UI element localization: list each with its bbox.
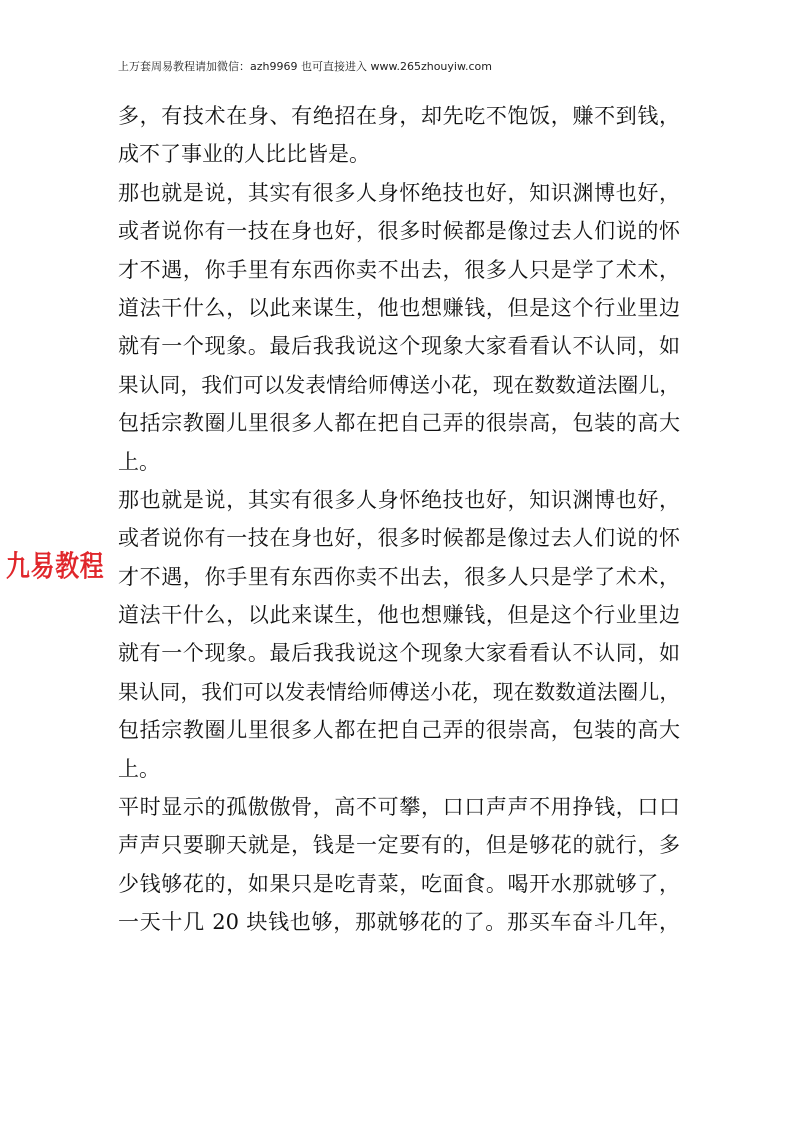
text-line: 上。 xyxy=(118,449,160,474)
text-line: 就有一个现象。最后我我说这个现象大家看看认不认同，如 xyxy=(118,334,680,359)
text-line: 或者说你有一技在身也好，很多时候都是像过去人们说的怀 xyxy=(118,219,680,244)
text-line: 或者说你有一技在身也好，很多时候都是像过去人们说的怀 xyxy=(118,526,680,551)
text-line: 就有一个现象。最后我我说这个现象大家看看认不认同，如 xyxy=(118,641,680,666)
text-line: 果认同，我们可以发表情给师傅送小花，现在数数道法圈儿， xyxy=(118,372,680,397)
text-line: 道法干什么，以此来谋生，他也想赚钱，但是这个行业里边 xyxy=(118,603,680,628)
watermark-logo: 九易教程 xyxy=(6,549,105,583)
text-line: 上。 xyxy=(118,756,160,781)
text-line: 才不遇，你手里有东西你卖不出去，很多人只是学了术术， xyxy=(118,564,680,589)
text-line: 声声只要聊天就是，钱是一定要有的，但是够花的就行，多 xyxy=(118,833,680,858)
text-line: 果认同，我们可以发表情给师傅送小花，现在数数道法圈儿， xyxy=(118,679,680,704)
text-line: 那也就是说，其实有很多人身怀绝技也好，知识渊博也好， xyxy=(118,487,680,512)
text-line: 多，有技术在身、有绝招在身，却先吃不饱饭，赚不到钱， xyxy=(118,104,680,128)
text-line: 少钱够花的，如果只是吃青菜，吃面食。喝开水那就够了， xyxy=(118,871,680,896)
text-line: 一天十几 20 块钱也够，那就够花的了。那买车奋斗几年， xyxy=(118,910,680,935)
text-line: 包括宗教圈儿里很多人都在把自己弄的很崇高，包装的高大 xyxy=(118,411,680,436)
text-line: 成不了事业的人比比皆是。 xyxy=(118,142,370,167)
text-line: 道法干什么，以此来谋生，他也想赚钱，但是这个行业里边 xyxy=(118,295,680,320)
text-line: 平时显示的孤傲傲骨，高不可攀，口口声声不用挣钱，口口 xyxy=(118,795,680,820)
text-line: 才不遇，你手里有东西你卖不出去，很多人只是学了术术， xyxy=(118,257,680,282)
page-header: 上万套周易教程请加微信：azh9969 也可直接进入 www.265zhouyiw.com xyxy=(118,60,492,73)
text-line: 那也就是说，其实有很多人身怀绝技也好，知识渊博也好， xyxy=(118,180,680,205)
text-line: 包括宗教圈儿里很多人都在把自己弄的很崇高，包装的高大 xyxy=(118,718,680,743)
document-body xyxy=(118,97,680,942)
